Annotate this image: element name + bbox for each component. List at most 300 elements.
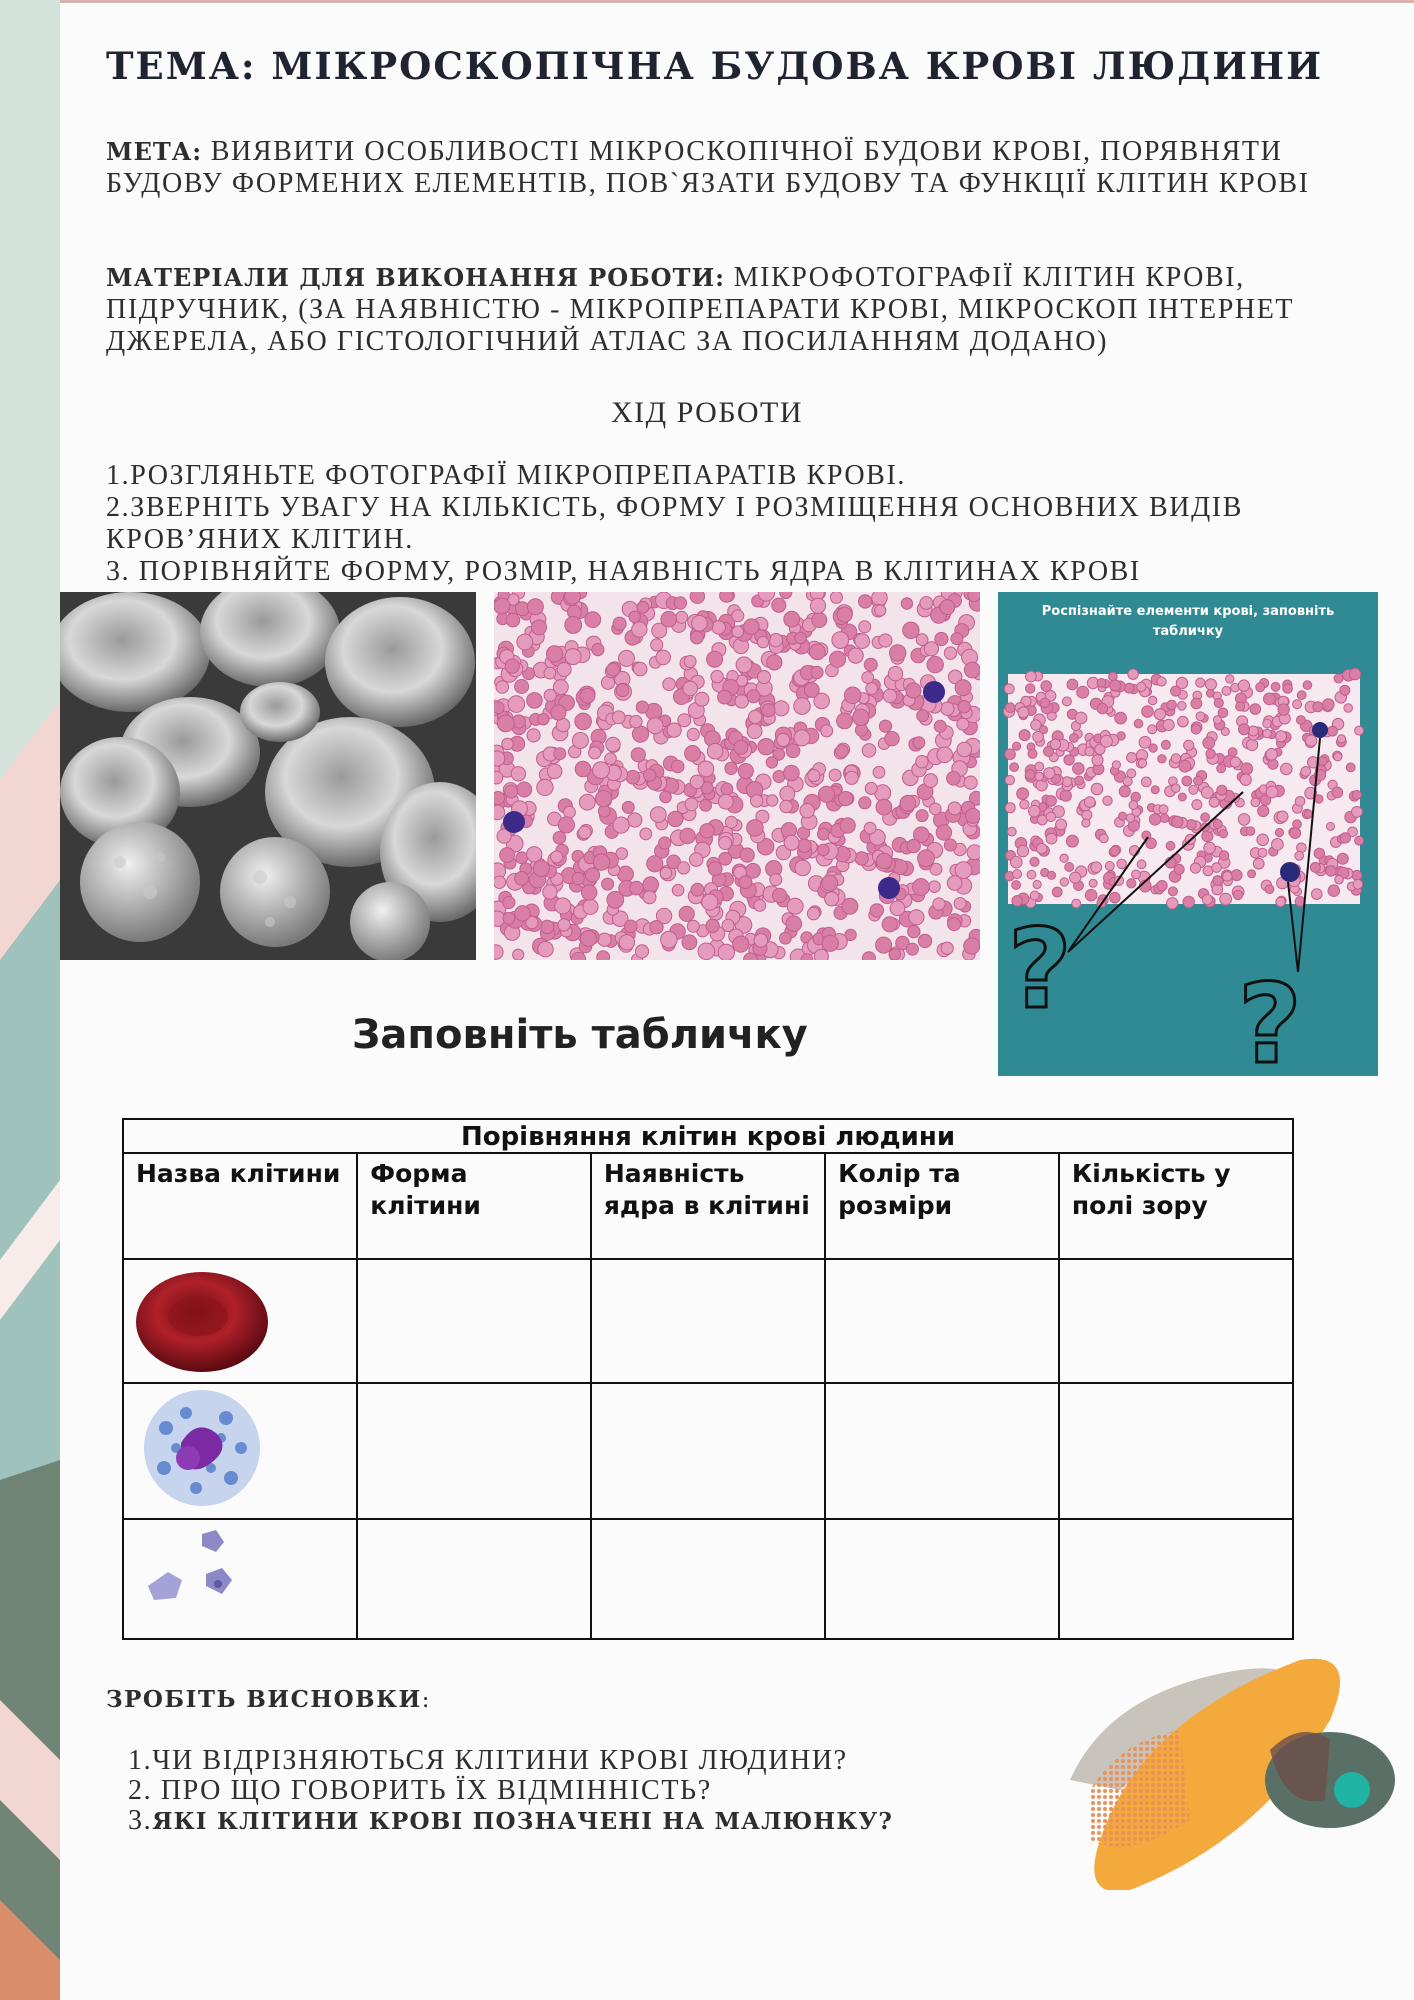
- smear-cell: [1128, 669, 1138, 679]
- smear-cell: [1137, 860, 1146, 869]
- smear-cell: [676, 611, 688, 623]
- smear-cell: [1271, 682, 1280, 691]
- smear-cell: [691, 883, 704, 896]
- smear-cell: [633, 662, 647, 676]
- smear-cell: [1238, 680, 1249, 691]
- smear-cell: [1124, 683, 1134, 693]
- empty-cell[interactable]: [357, 1519, 591, 1639]
- smear-cell: [690, 592, 704, 603]
- smear-cell: [1046, 796, 1057, 807]
- smear-cell: [1110, 680, 1121, 691]
- smear-cell: [1346, 763, 1355, 772]
- smear-cell: [503, 896, 515, 908]
- empty-cell[interactable]: [357, 1383, 591, 1519]
- smear-cell: [593, 762, 610, 779]
- smear-cell: [1219, 830, 1227, 838]
- question-number: 1.: [128, 1745, 153, 1776]
- conclusions-heading: [106, 1686, 431, 1713]
- smear-cell: [1025, 770, 1035, 780]
- smear-cell: [1158, 755, 1166, 763]
- smear-cell: [787, 898, 803, 914]
- smear-cell: [1065, 863, 1074, 872]
- smear-cell: [1326, 866, 1336, 876]
- empty-cell[interactable]: [825, 1383, 1059, 1519]
- smear-cell: [565, 592, 581, 604]
- smear-cell: [687, 920, 699, 932]
- empty-cell[interactable]: [591, 1259, 825, 1383]
- smear-cell: [500, 848, 515, 863]
- conclusion-questions: [128, 1746, 893, 1837]
- smear-cell: [1266, 749, 1278, 761]
- smear-cell: [844, 687, 861, 704]
- red-blood-cell-icon: [136, 1264, 276, 1374]
- smear-cell: [1196, 678, 1205, 687]
- smear-cell: [565, 649, 581, 665]
- smear-cell: [1295, 851, 1304, 860]
- smear-cell: [1239, 724, 1250, 735]
- smear-cell: [538, 714, 549, 725]
- smear-cell: [1027, 870, 1036, 879]
- smear-cell: [1250, 704, 1261, 715]
- smear-cell: [933, 898, 945, 910]
- smear-cell: [613, 817, 629, 833]
- smear-cell: [543, 885, 557, 899]
- smear-cell: [616, 684, 629, 697]
- smear-cell: [1277, 811, 1288, 822]
- smear-cell: [870, 904, 883, 917]
- smear-cell: [1217, 785, 1227, 795]
- smear-cell: [795, 860, 811, 876]
- smear-cell: [597, 951, 610, 960]
- smear-cell: [1148, 725, 1157, 734]
- smear-cell: [1171, 686, 1181, 696]
- smear-cell: [1172, 816, 1183, 827]
- smear-cell: [1035, 762, 1044, 771]
- smear-cell: [515, 680, 529, 694]
- smear-cell: [1115, 712, 1127, 724]
- smear-cell: [494, 805, 505, 820]
- smear-cell: [1191, 725, 1201, 735]
- smear-cell: [842, 898, 858, 914]
- smear-cell: [527, 729, 540, 742]
- empty-cell[interactable]: [591, 1519, 825, 1639]
- smear-cell: [678, 862, 690, 874]
- smear-cell: [1183, 896, 1194, 907]
- smear-cell: [1349, 668, 1360, 679]
- smear-cell: [515, 906, 530, 921]
- sem-blood-cells-photo: [60, 592, 476, 960]
- smear-cell: [650, 807, 666, 823]
- smear-cell: [1134, 719, 1143, 728]
- smear-cell: [1141, 777, 1151, 787]
- smear-cell: [944, 839, 956, 851]
- smear-cell: [1318, 757, 1327, 766]
- smear-cell: [1019, 730, 1030, 741]
- smear-cell: [1041, 681, 1052, 692]
- smear-cell: [619, 935, 634, 950]
- smear-cell: [660, 791, 672, 803]
- smear-cell: [1258, 848, 1267, 857]
- smear-cell: [947, 772, 961, 786]
- smear-cell: [527, 847, 542, 862]
- smear-cell: [853, 709, 869, 725]
- smear-cell: [1013, 742, 1021, 750]
- smear-cell: [702, 894, 718, 910]
- smear-cell: [695, 692, 709, 706]
- smear-cell: [533, 860, 549, 876]
- smear-cell: [1190, 863, 1200, 873]
- smear-cell: [818, 786, 834, 802]
- smear-cell: [589, 747, 601, 759]
- smear-cell: [1046, 812, 1056, 822]
- smear-cell: [1072, 899, 1081, 908]
- smear-cell: [517, 782, 532, 797]
- smear-cell: [1166, 841, 1175, 850]
- smear-cell: [747, 690, 760, 703]
- smear-cell: [1167, 898, 1178, 909]
- smear-cell: [876, 853, 892, 869]
- smear-cell: [643, 877, 659, 893]
- table-header-row: [123, 1153, 1293, 1259]
- table-row: [123, 1259, 1293, 1383]
- smear-cell: [651, 639, 663, 651]
- smear-cell: [1148, 696, 1157, 705]
- smear-cell: [1355, 726, 1364, 735]
- smear-cell: [1060, 790, 1071, 801]
- smear-cell: [957, 742, 972, 757]
- smear-cell: [855, 852, 868, 865]
- smear-cell: [631, 748, 645, 762]
- steps-list: [106, 460, 1366, 588]
- smear-cell: [629, 611, 640, 622]
- smear-cell: [794, 698, 811, 715]
- smear-cell: [1178, 716, 1189, 727]
- smear-cell: [807, 907, 819, 919]
- smear-cell: [1297, 691, 1306, 700]
- smear-cell: [554, 748, 566, 760]
- smear-cell: [575, 713, 592, 730]
- smear-cell: [885, 732, 899, 746]
- smear-cell: [502, 738, 514, 750]
- smear-cell: [804, 683, 819, 698]
- smear-cell: [494, 792, 505, 805]
- smear-cell: [859, 621, 871, 633]
- smear-cell: [579, 794, 595, 810]
- smear-cell: [1110, 846, 1119, 855]
- smear-cell: [1293, 700, 1302, 709]
- smear-cell: [494, 702, 504, 714]
- smear-cell: [1353, 879, 1363, 889]
- smear-cell: [1355, 836, 1364, 845]
- smear-cell: [517, 634, 533, 650]
- smear-cell: [1352, 807, 1363, 818]
- smear-cell: [1257, 834, 1269, 846]
- smear-cell: [700, 824, 714, 838]
- smear-cell: [809, 644, 825, 660]
- smear-cell: [680, 828, 695, 843]
- smear-cell: [1275, 731, 1286, 742]
- smear-cell: [941, 942, 953, 954]
- smear-cell: [1220, 893, 1232, 905]
- smear-cell: [1204, 842, 1216, 854]
- smear-cell: [496, 681, 509, 694]
- smear-cell: [1142, 706, 1154, 718]
- smear-cell: [537, 779, 553, 795]
- smear-cell: [1189, 785, 1198, 794]
- smear-cell: [505, 785, 518, 798]
- smear-cell: [958, 701, 970, 713]
- smear-cell: [862, 952, 875, 960]
- smear-cell: [1303, 681, 1312, 690]
- smear-cell: [612, 711, 625, 724]
- smear-cell: [762, 704, 775, 717]
- smear-cell: [929, 881, 941, 893]
- smear-cell: [1265, 885, 1274, 894]
- smear-cell: [1070, 872, 1081, 883]
- smear-cell: [1046, 833, 1057, 844]
- goal-text: ВИЯВИТИ ОСОБЛИВОСТІ МІКРОСКОПІЧНОЇ БУДОВИ КРОВІ, ПОРЯВНЯТИ БУДОВУ ФОРМЕНИХ ЕЛЕМЕНТІВ, ПОВ`ЯЗАТИ БУДОВУ ТА ФУНКЦІЇ КЛІТИН КРОВІ: [106, 136, 1310, 199]
- smear-cell: [840, 818, 855, 833]
- empty-cell[interactable]: [591, 1383, 825, 1519]
- smear-cell: [557, 663, 571, 677]
- empty-cell[interactable]: [357, 1259, 591, 1383]
- column-header: Форма клітини: [357, 1153, 591, 1259]
- smear-cell: [889, 949, 900, 960]
- smear-cell: [830, 592, 842, 603]
- smear-cell: [497, 715, 514, 732]
- smear-cell: [837, 713, 853, 729]
- cell-icon: [123, 1383, 357, 1519]
- smear-cell: [1161, 740, 1170, 749]
- smear-cell: [1236, 702, 1245, 711]
- smear-cell: [718, 794, 733, 809]
- smear-cell: [544, 667, 556, 679]
- smear-cell: [744, 619, 759, 634]
- smear-cell: [770, 874, 782, 886]
- smear-cell: [1290, 828, 1301, 839]
- smear-cell: [532, 620, 547, 635]
- smear-cell: [855, 634, 870, 649]
- smear-cell: [1033, 731, 1044, 742]
- smear-cell: [944, 647, 956, 659]
- goal-paragraph: [106, 136, 1366, 200]
- smear-cell: [1004, 684, 1014, 694]
- smear-cell: [637, 601, 649, 613]
- smear-cell: [1314, 848, 1324, 858]
- smear-cell: [667, 723, 681, 737]
- smear-cell: [1020, 800, 1029, 809]
- smear-cell: [1040, 698, 1049, 707]
- smear-cell: [937, 747, 953, 763]
- smear-cell: [879, 634, 892, 647]
- smear-cell: [719, 852, 732, 865]
- smear-cell: [684, 656, 696, 668]
- question-mark-left: ?: [1008, 905, 1072, 1033]
- smear-cell: [879, 720, 891, 732]
- smear-cell: [625, 920, 638, 933]
- smear-cell: [708, 862, 722, 876]
- smear-cell: [725, 762, 737, 774]
- smear-cell: [774, 701, 789, 716]
- smear-cell: [916, 756, 928, 768]
- smear-cell: [955, 862, 972, 879]
- smear-cell: [1029, 805, 1041, 817]
- smear-cell: [736, 657, 752, 673]
- smear-cell: [581, 931, 597, 947]
- table-row: [123, 1383, 1293, 1519]
- smear-cell: [1328, 726, 1338, 736]
- smear-cell: [1160, 814, 1169, 823]
- smear-cell: [1222, 686, 1231, 695]
- empty-cell[interactable]: [1059, 1519, 1293, 1639]
- smear-cell: [647, 718, 663, 734]
- smear-cell: [767, 655, 782, 670]
- empty-cell[interactable]: [1059, 1383, 1293, 1519]
- empty-cell[interactable]: [825, 1519, 1059, 1639]
- empty-cell[interactable]: [1059, 1259, 1293, 1383]
- smear-cell: [1013, 870, 1022, 879]
- smear-cell: [920, 597, 933, 610]
- smear-cell: [575, 761, 591, 777]
- smear-cell: [1100, 735, 1112, 747]
- smear-cell: [924, 642, 938, 656]
- platelets-icon: [136, 1524, 256, 1614]
- smear-cell: [698, 943, 715, 960]
- column-header: Кількість у полі зору: [1059, 1153, 1293, 1259]
- smear-cell: [780, 592, 792, 599]
- smear-cell: [636, 701, 648, 713]
- smear-cell: [1060, 878, 1068, 886]
- leukocyte-nucleus: [878, 877, 900, 899]
- smear-cell: [1159, 805, 1168, 814]
- smear-cell: [1213, 820, 1222, 829]
- smear-cell: [1310, 862, 1320, 872]
- smear-cell: [527, 693, 543, 709]
- smear-cell: [527, 599, 543, 615]
- smear-cell: [1334, 674, 1343, 683]
- smear-cell: [630, 715, 642, 727]
- smear-cell: [505, 659, 519, 673]
- smear-cell: [732, 626, 744, 638]
- smear-cell: [948, 802, 961, 815]
- smear-cell: [660, 867, 672, 879]
- smear-cell: [888, 666, 902, 680]
- smear-cell: [1340, 685, 1350, 695]
- smear-cell: [1332, 787, 1343, 798]
- smear-cell: [890, 645, 906, 661]
- smear-cell: [506, 613, 520, 627]
- smear-cell: [1137, 682, 1146, 691]
- smear-cell: [1266, 786, 1278, 798]
- smear-cell: [906, 943, 918, 955]
- blood-cells-comparison-table: [122, 1118, 1294, 1640]
- smear-cell: [1194, 776, 1203, 785]
- smear-cell: [875, 605, 886, 616]
- smear-cell: [628, 813, 642, 827]
- smear-cell: [967, 845, 980, 860]
- smear-cell: [1075, 776, 1084, 785]
- smear-cell: [1017, 788, 1029, 800]
- smear-cell: [572, 733, 588, 749]
- question-number: 3.: [128, 1805, 153, 1836]
- smear-cell: [1117, 859, 1126, 868]
- smear-cell: [964, 776, 977, 789]
- smear-cell: [1066, 835, 1078, 847]
- smear-cell: [780, 786, 795, 801]
- smear-cell: [927, 656, 943, 672]
- smear-cell: [738, 764, 753, 779]
- smear-cell: [1028, 749, 1037, 758]
- smear-cell: [596, 791, 612, 807]
- smear-cell: [1105, 862, 1114, 871]
- smear-cell: [580, 689, 595, 704]
- smear-cell: [832, 632, 849, 649]
- smear-cell: [845, 771, 858, 784]
- smear-cell: [606, 737, 620, 751]
- smear-cell: [1070, 734, 1079, 743]
- smear-cell: [593, 854, 609, 870]
- smear-cell: [758, 671, 771, 684]
- smear-cell: [1352, 870, 1362, 880]
- smear-cell: [934, 720, 946, 732]
- smear-cell: [1073, 763, 1085, 775]
- smear-cell: [1044, 768, 1055, 779]
- white-blood-cell-icon: [136, 1388, 276, 1508]
- smear-cell: [916, 810, 928, 822]
- smear-cell: [1047, 871, 1055, 879]
- smear-cell: [707, 743, 723, 759]
- smear-cell: [647, 856, 663, 872]
- smear-cell: [630, 881, 644, 895]
- empty-cell[interactable]: [825, 1259, 1059, 1383]
- smear-cell: [957, 718, 969, 730]
- smear-cell: [706, 919, 719, 932]
- smear-cell: [632, 622, 647, 637]
- smear-cell: [862, 672, 874, 684]
- cell-icon: [123, 1259, 357, 1383]
- smear-cell: [1007, 827, 1016, 836]
- smear-cell: [964, 938, 980, 954]
- smear-cell: [822, 935, 838, 951]
- smear-cell: [721, 783, 733, 795]
- smear-cell: [740, 848, 754, 862]
- smear-cell: [1092, 755, 1103, 766]
- top-border-line: [60, 0, 1414, 3]
- smear-cell: [585, 612, 601, 628]
- smear-cell: [866, 683, 878, 695]
- smear-cell: [1168, 887, 1177, 896]
- smear-cell: [1223, 872, 1233, 882]
- smear-cell: [780, 800, 792, 812]
- smear-cell: [656, 650, 671, 665]
- smear-cell: [692, 615, 708, 631]
- smear-cell: [1035, 772, 1044, 781]
- smear-cell: [1154, 709, 1165, 720]
- smear-cell: [1031, 720, 1041, 730]
- smear-cell: [769, 634, 782, 647]
- smear-cell: [698, 761, 714, 777]
- smear-cell: [1060, 854, 1068, 862]
- smear-cell: [1178, 793, 1186, 801]
- smear-cell: [1304, 810, 1312, 818]
- smear-cell: [876, 799, 892, 815]
- smear-cell: [818, 844, 830, 856]
- smear-cell: [1184, 740, 1194, 750]
- smear-cell: [1212, 863, 1222, 873]
- smear-cell: [1214, 698, 1223, 707]
- smear-cell: [1017, 845, 1028, 856]
- smear-cell: [1337, 853, 1348, 864]
